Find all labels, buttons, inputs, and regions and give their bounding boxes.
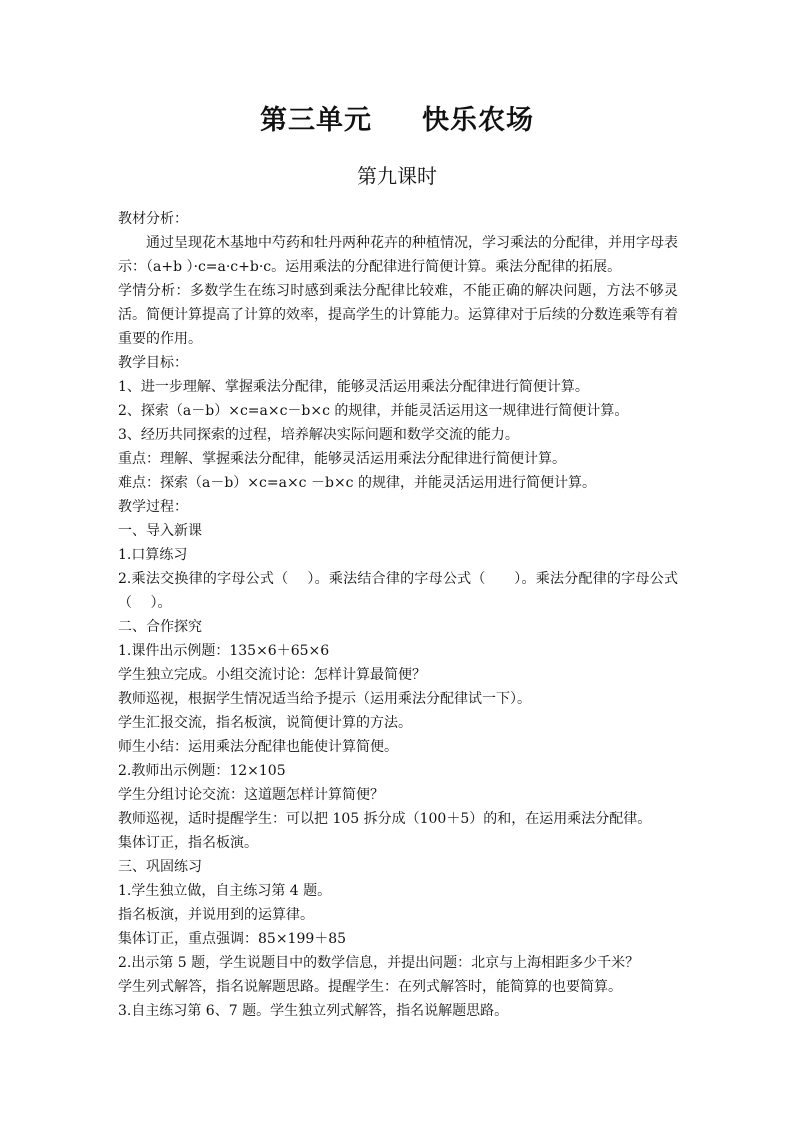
text-line: 教师巡视，适时提醒学生：可以把 105 拆分成（100＋5）的和，在运用乘法分配律。 (118, 811, 652, 827)
text-line: 学生汇报交流，指名板演，说简便计算的方法。 (118, 715, 412, 731)
title-topic: 快乐农场 (422, 105, 534, 136)
list-item: 1.课件出示例题：135×6＋65×6 (118, 643, 330, 659)
text-line: 学生列式解答，指名说解题思路。提醒学生：在列式解答时，能简算的也要简算。 (118, 979, 622, 995)
text-line: 学生独立完成。小组交流讨论：怎样计算最简便？ (118, 667, 426, 683)
section-heading: 教材分析： (118, 211, 188, 227)
text-line: 集体订正，重点强调：85×199＋85 (118, 931, 347, 947)
difficult-point: 难点：探索（a－b）×c=a×c －b×c 的规律，并能灵活运用进行简便计算。 (118, 475, 596, 491)
title-unit: 第三单元 (260, 105, 372, 136)
list-item: 2.出示第 5 题，学生说题目中的数学信息，并提出问题：北京与上海相距多少千米？ (118, 955, 640, 971)
page-title (0, 98, 794, 137)
list-item: 1.学生独立做，自主练习第 4 题。 (118, 883, 332, 899)
section-heading: 一、导入新课 (118, 523, 202, 539)
list-item: 2、探索（a－b）×c=a×c－b×c 的规律，并能灵活运用这一规律进行简便计算。 (118, 403, 629, 419)
section-heading: 教学目标： (118, 355, 188, 371)
section-heading: 教学过程： (118, 499, 188, 515)
document-body (118, 207, 678, 1023)
lesson-subtitle: 第九课时 (357, 164, 437, 188)
paragraph: 学情分析：多数学生在练习时感到乘法分配律比较难，不能正确的解决问题，方法不够灵活。简便计算提高了计算的效率，提高学生的计算能力。运算律对于后续的分数连乘等有着重要的作用。 (118, 283, 678, 347)
section-heading: 三、巩固练习 (118, 859, 202, 875)
paragraph: 通过呈现花木基地中芍药和牡丹两种花卉的种植情况，学习乘法的分配律，并用字母表示：（a+b ）·c=a·c+b·c。运用乘法的分配律进行简便计算。乘法分配律的拓展。 (118, 235, 678, 275)
list-item: 1、进一步理解、掌握乘法分配律，能够灵活运用乘法分配律进行简便计算。 (118, 379, 589, 395)
text-line: 师生小结：运用乘法分配律也能使计算简便。 (118, 739, 398, 755)
section-heading: 二、合作探究 (118, 619, 202, 635)
text-line: 教师巡视，根据学生情况适当给予提示（运用乘法分配律试一下）。 (118, 691, 531, 707)
text-line: 指名板演，并说用到的运算律。 (118, 907, 314, 923)
key-point: 重点：理解、掌握乘法分配律，能够灵活运用乘法分配律进行简便计算。 (118, 451, 566, 467)
list-item: 3、经历共同探索的过程，培养解决实际问题和数学交流的能力。 (118, 427, 519, 443)
list-item: 1.口算练习 (118, 547, 188, 563)
list-item: 2.教师出示例题：12×105 (118, 763, 286, 779)
list-item: 3.自主练习第 6、7 题。学生独立列式解答，指名说解题思路。 (118, 1003, 509, 1019)
text-line: 学生分组讨论交流：这道题怎样计算简便？ (118, 787, 384, 803)
text-line: 集体订正，指名板演。 (118, 835, 258, 851)
list-item: 2.乘法交换律的字母公式（ ）。乘法结合律的字母公式（ ）。乘法分配律的字母公式（ ）。 (118, 571, 678, 611)
